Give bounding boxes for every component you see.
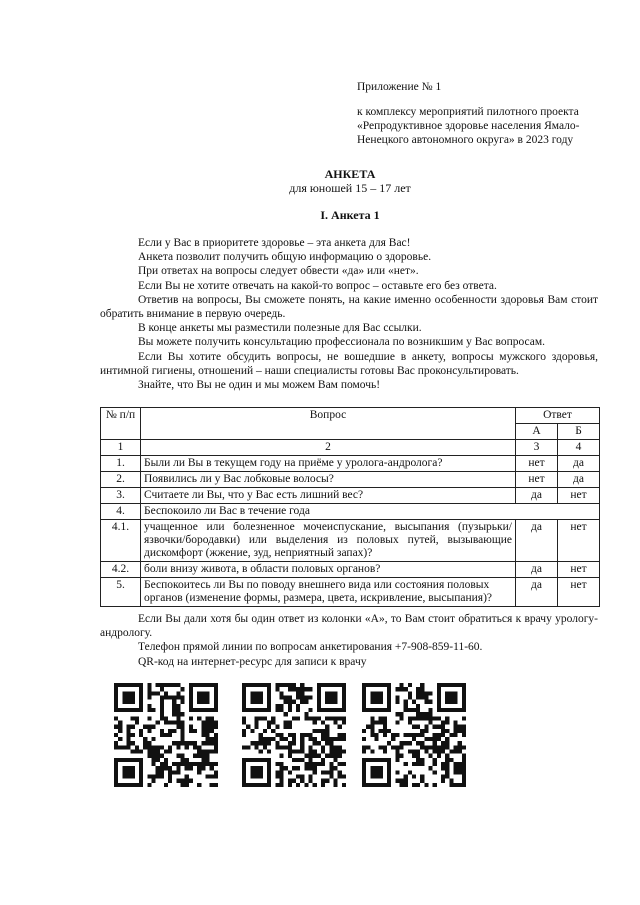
header-num: № п/п <box>101 408 141 440</box>
intro-paragraph: Если Вы не хотите отвечать на какой-то вопрос – оставьте его без ответа. <box>138 279 497 292</box>
row-question: Появились ли у Вас лобковые волосы? <box>141 472 516 488</box>
header-col-b: Б <box>558 424 600 440</box>
answer-b[interactable]: нет <box>558 488 600 504</box>
qr-code-icon[interactable] <box>114 683 218 787</box>
table-row <box>101 578 600 607</box>
answer-b[interactable]: нет <box>558 578 600 607</box>
outro-text <box>100 612 598 669</box>
header-col-a: А <box>516 424 558 440</box>
answer-a[interactable]: да <box>516 562 558 578</box>
answer-a[interactable]: да <box>516 488 558 504</box>
row-num: 1. <box>101 456 141 472</box>
form-title: АНКЕТА <box>324 167 376 181</box>
intro-paragraph: Вы можете получить консультацию профессионала по возникшим у Вас вопросам. <box>138 336 546 349</box>
index-cell: 3 <box>516 440 558 456</box>
row-question: Беспокоитесь ли Вы по поводу внешнего вида или состояния половых органов (изменение формы, размера, цвета, искривление, высыпания)? <box>141 578 516 607</box>
qr-code-icon[interactable] <box>242 683 346 787</box>
intro-paragraph: Если Вы хотите обсудить вопросы, не вошедшие в анкету, вопросы мужского здоровья, интимной гигиены, отношений – наши специалисты готовы Вас проконсультировать. <box>100 350 598 377</box>
row-question: Беспокоило ли Вас в течение года <box>141 504 600 520</box>
row-question: Считаете ли Вы, что у Вас есть лишний вес? <box>141 488 516 504</box>
row-num: 3. <box>101 488 141 504</box>
questionnaire-table <box>100 407 600 607</box>
phone-line: Телефон прямой линии по вопросам анкетирования +7-908-859-11-60. <box>138 641 483 654</box>
row-question: Были ли Вы в текущем году на приёме у уролога-андролога? <box>141 456 516 472</box>
table-row <box>101 504 600 520</box>
appendix-header <box>357 80 607 147</box>
intro-paragraph: Знайте, что Вы не один и мы можем Вам помочь! <box>138 379 381 392</box>
answer-a[interactable]: нет <box>516 472 558 488</box>
header-question: Вопрос <box>141 408 516 440</box>
intro-paragraph: Анкета позволит получить общую информацию о здоровье. <box>138 251 432 264</box>
row-num: 5. <box>101 578 141 607</box>
row-question: учащенное или болезненное мочеиспускание, высыпания (пузырьки/язвочки/бородавки) или выделения из половых путей, вызывающие дискомфорт (жжение, зуд, неприятный запах)? <box>141 520 516 562</box>
index-cell: 1 <box>101 440 141 456</box>
answer-b[interactable]: да <box>558 456 600 472</box>
answer-a[interactable]: да <box>516 578 558 607</box>
form-subtitle: для юношей 15 – 17 лет <box>289 181 411 195</box>
answer-b[interactable]: да <box>558 472 600 488</box>
table-row <box>101 472 600 488</box>
qr-caption: QR-код на интернет-ресурс для записи к врачу <box>138 655 367 668</box>
intro-paragraph: В конце анкеты мы разместили полезные для Вас ссылки. <box>138 322 422 335</box>
table-row <box>101 488 600 504</box>
intro-paragraph: Ответив на вопросы, Вы сможете понять, на какие именно особенности здоровья Вам стоит обратить внимание в первую очередь. <box>100 293 598 321</box>
intro-paragraph: При ответах на вопросы следует обвести «да» или «нет». <box>138 265 419 278</box>
appendix-subtitle: к комплексу мероприятий пилотного проекта «Репродуктивное здоровье населения Ямало-Ненецкого автономного округа» в 2023 году <box>357 106 580 146</box>
answer-a[interactable]: да <box>516 520 558 562</box>
table-row <box>101 562 600 578</box>
row-num: 2. <box>101 472 141 488</box>
section-title: I. Анкета 1 <box>320 208 380 222</box>
intro-text <box>100 236 598 392</box>
table-row <box>101 456 600 472</box>
intro-paragraph: Если у Вас в приоритете здоровье – эта анкета для Вас! <box>138 237 411 249</box>
row-num: 4. <box>101 504 141 520</box>
row-num: 4.1. <box>101 520 141 562</box>
row-num: 4.2. <box>101 562 141 578</box>
table-row <box>101 520 600 562</box>
index-cell: 2 <box>141 440 516 456</box>
row-question: боли внизу живота, в области половых органов? <box>141 562 516 578</box>
appendix-title: Приложение № 1 <box>357 81 442 93</box>
answer-b[interactable]: нет <box>558 562 600 578</box>
answer-a[interactable]: нет <box>516 456 558 472</box>
outro-paragraph: Если Вы дали хотя бы один ответ из колонки «А», то Вам стоит обратиться к врачу урологу-андрологу. <box>100 613 598 640</box>
answer-b[interactable]: нет <box>558 520 600 562</box>
header-answer: Ответ <box>516 408 600 424</box>
qr-code-icon[interactable] <box>362 683 466 787</box>
index-cell: 4 <box>558 440 600 456</box>
